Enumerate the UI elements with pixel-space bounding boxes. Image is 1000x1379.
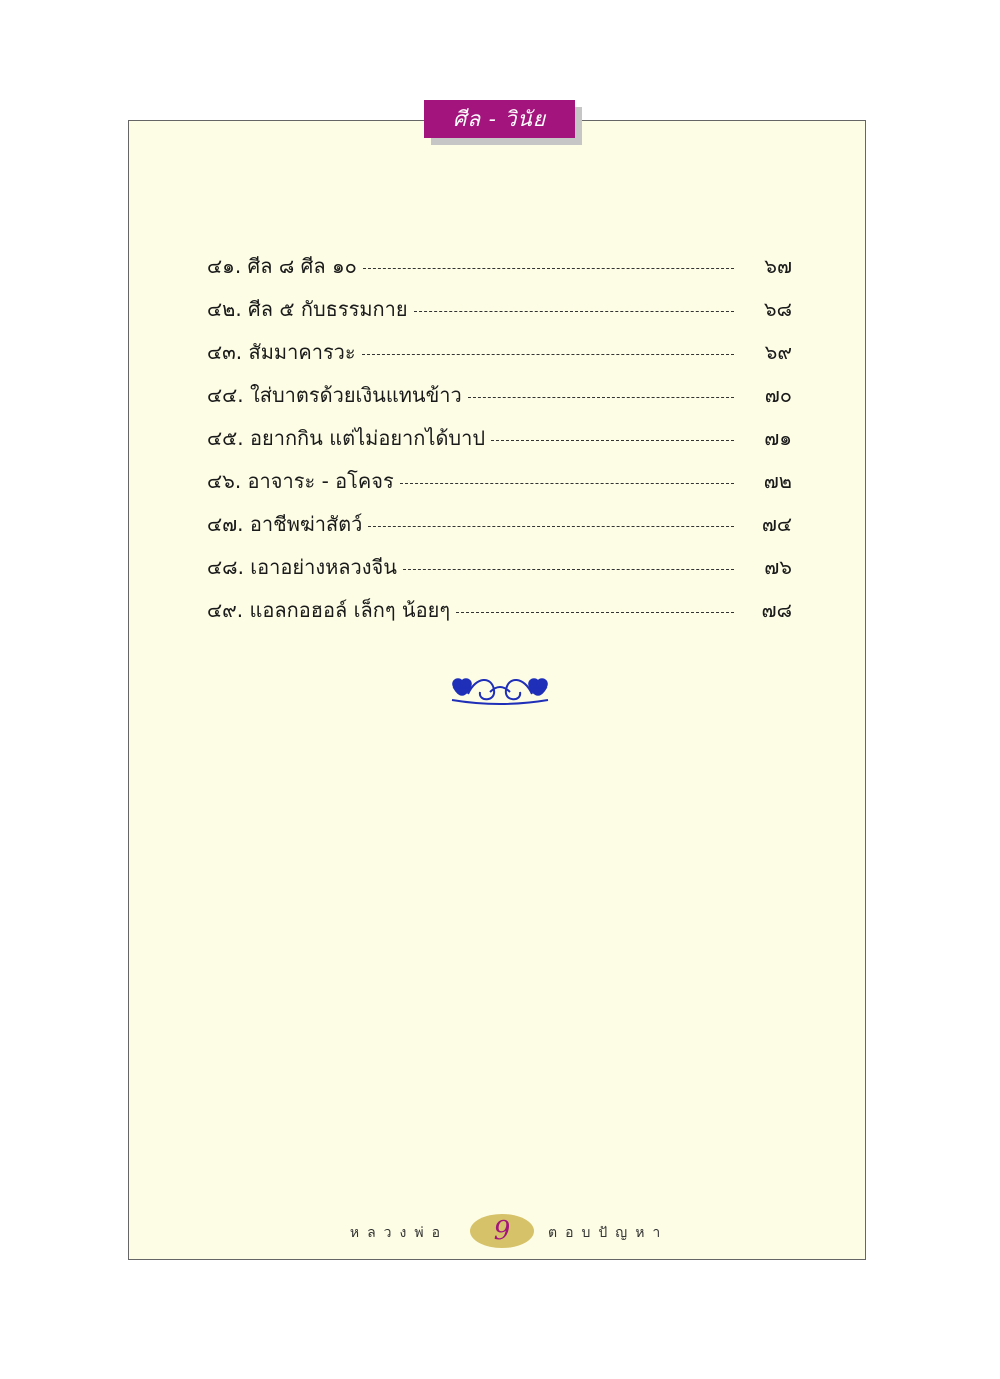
toc-entry-page: ๗๐	[764, 382, 792, 407]
toc-entry-label: ๔๑. ศีล ๘ ศีล ๑๐	[207, 253, 357, 278]
toc-entry-42[interactable]	[207, 287, 792, 330]
toc-entry-page: ๗๑	[764, 425, 792, 450]
toc-leader-dots	[403, 569, 734, 570]
toc-leader-dots	[491, 440, 734, 441]
toc-entry-label: ๔๗. อาชีพฆ่าสัตว์	[207, 511, 363, 536]
toc-entry-45[interactable]	[207, 416, 792, 459]
toc-entry-page: ๗๘	[761, 597, 792, 622]
toc-entry-page: ๖๗	[764, 253, 792, 278]
toc-entry-label: ๔๔. ใส่บาตรด้วยเงินแทนข้าว	[207, 382, 462, 407]
toc-leader-dots	[468, 397, 734, 398]
toc-entry-page: ๖๘	[763, 296, 792, 321]
toc-entry-label: ๔๘. เอาอย่างหลวงจีน	[207, 554, 397, 579]
floral-divider-icon	[448, 674, 552, 708]
toc-leader-dots	[363, 268, 734, 269]
toc-entry-label: ๔๖. อาจาระ - อโคจร	[207, 468, 394, 493]
section-title: ศีล - วินัย	[424, 100, 575, 138]
toc-entry-41[interactable]	[207, 244, 792, 287]
toc-entry-46[interactable]	[207, 459, 792, 502]
toc-entry-47[interactable]	[207, 502, 792, 545]
toc-leader-dots	[400, 483, 734, 484]
footer-book-title-left: หลวงพ่อ	[349, 1225, 448, 1241]
toc-entry-page: ๗๔	[761, 511, 792, 536]
table-of-contents	[207, 244, 792, 631]
page-number-badge: 9	[470, 1214, 534, 1248]
page-footer	[128, 1214, 866, 1254]
toc-entry-label: ๔๒. ศีล ๕ กับธรรมกาย	[207, 296, 408, 321]
toc-leader-dots	[368, 526, 734, 527]
toc-entry-label: ๔๓. สัมมาคารวะ	[207, 339, 356, 364]
toc-entry-label: ๔๕. อยากกิน แต่ไม่อยากได้บาป	[207, 425, 486, 450]
toc-entry-48[interactable]	[207, 545, 792, 588]
toc-entry-44[interactable]	[207, 373, 792, 416]
toc-entry-page: ๗๖	[764, 554, 792, 579]
toc-entry-page: ๗๒	[763, 468, 792, 493]
footer-book-title-right: ตอบปัญหา	[548, 1225, 669, 1241]
toc-leader-dots	[362, 354, 734, 355]
toc-entry-49[interactable]	[207, 588, 792, 631]
toc-leader-dots	[456, 612, 734, 613]
toc-leader-dots	[414, 311, 734, 312]
toc-entry-page: ๖๙	[764, 339, 792, 364]
toc-entry-label: ๔๙. แอลกอฮอล์ เล็กๆ น้อยๆ	[207, 597, 451, 622]
toc-entry-43[interactable]	[207, 330, 792, 373]
